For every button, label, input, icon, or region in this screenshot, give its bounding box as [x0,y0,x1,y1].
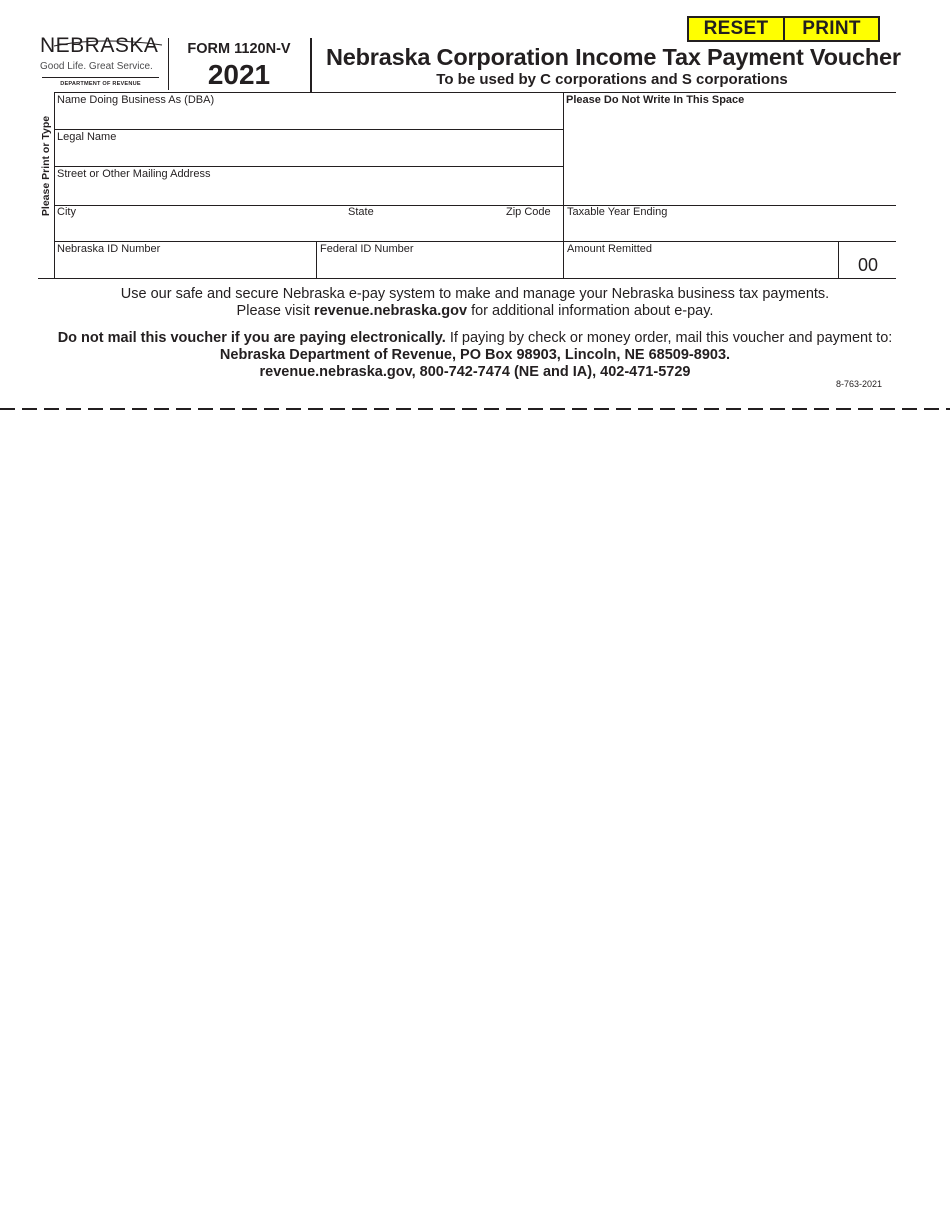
dba-label: Name Doing Business As (DBA) [57,94,215,106]
state-label: State [348,206,374,218]
logo-divider [42,77,159,78]
federal-id-field[interactable] [320,257,560,277]
city-field[interactable] [57,220,342,240]
street-field[interactable] [57,183,559,204]
row-rule [54,129,563,130]
print-or-type-label: Please Print or Type [40,115,52,217]
logo-department: DEPARTMENT OF REVENUE [60,81,141,87]
page-subtitle: To be used by C corporations and S corporations [436,71,788,88]
federal-id-label: Federal ID Number [320,243,414,255]
zip-field[interactable] [500,220,560,240]
row-rule [54,166,563,167]
contact-line: revenue.nebraska.gov, 800-742-7474 (NE and IA), 402-471-5729 [259,364,691,380]
logo-swoosh-icon [52,36,164,50]
amount-remitted-field[interactable] [567,257,835,277]
reset-button[interactable]: RESET [687,16,785,42]
zip-label: Zip Code [506,206,551,218]
page-title: Nebraska Corporation Income Tax Payment Voucher [326,44,901,70]
form-top-rule [54,92,896,93]
form-bottom-rule [38,278,896,279]
form-left-rule [54,92,55,279]
city-label: City [57,206,76,218]
taxable-year-label: Taxable Year Ending [567,206,668,218]
taxable-year-field[interactable] [567,220,893,240]
row-rule [54,241,896,242]
form-middle-rule [563,92,564,279]
epay-visit-line: Please visit revenue.nebraska.gov for additional information about e-pay. [236,303,714,319]
legal-name-field[interactable] [57,145,559,165]
cell-divider [316,241,317,279]
nebraska-id-label: Nebraska ID Number [57,243,161,255]
cut-line [0,408,950,410]
nebraska-id-field[interactable] [57,257,313,277]
epay-link: revenue.nebraska.gov [313,303,468,319]
print-button[interactable]: PRINT [783,16,880,42]
do-not-write-label: Please Do Not Write In This Space [566,94,745,106]
form-year: 2021 [207,59,271,90]
state-field[interactable] [346,220,496,240]
legal-name-label: Legal Name [57,131,117,143]
mailing-address: Nebraska Department of Revenue, PO Box 98903, Lincoln, NE 68509-8903. [219,347,731,363]
amount-remitted-label: Amount Remitted [567,243,652,255]
dba-field[interactable] [57,108,559,128]
epay-notice: Use our safe and secure Nebraska e-pay system to make and manage your Nebraska business tax payments. [120,286,830,302]
street-label: Street or Other Mailing Address [57,168,211,180]
logo-tagline: Good Life. Great Service. [40,61,153,72]
cents-value: 00 [857,255,879,275]
row-rule [54,205,896,206]
logo-wordmark: NEBRASKA [40,34,159,57]
form-number: FORM 1120N-V [187,41,291,57]
cents-divider [838,241,839,279]
mail-instruction: Do not mail this voucher if you are paying electronically. If paying by check or money order, mail this voucher and payment to: [57,330,893,346]
form-code: 8-763-2021 [836,379,883,389]
